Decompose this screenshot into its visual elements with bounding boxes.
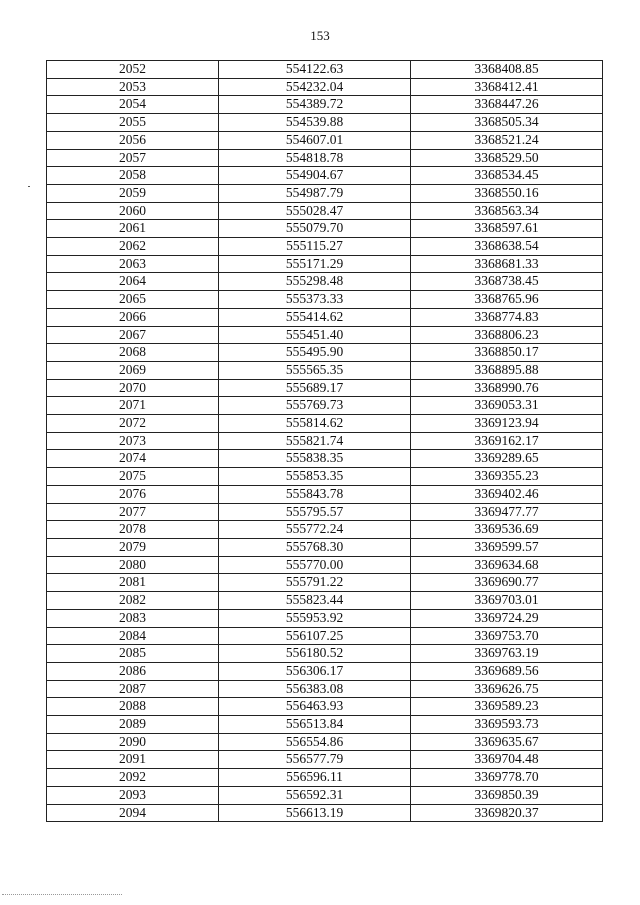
y-coordinate-cell: 3369690.77 <box>411 574 603 592</box>
table-row <box>47 804 603 822</box>
x-coordinate-cell: 555414.62 <box>219 308 411 326</box>
table-row <box>47 61 603 79</box>
y-coordinate-cell: 3369355.23 <box>411 468 603 486</box>
point-id-cell: 2089 <box>47 716 219 734</box>
table-row <box>47 786 603 804</box>
x-coordinate-cell: 555115.27 <box>219 238 411 256</box>
table-row <box>47 149 603 167</box>
point-id-cell: 2072 <box>47 415 219 433</box>
y-coordinate-cell: 3369536.69 <box>411 521 603 539</box>
x-coordinate-cell: 556463.93 <box>219 698 411 716</box>
point-id-cell: 2063 <box>47 255 219 273</box>
point-id-cell: 2062 <box>47 238 219 256</box>
y-coordinate-cell: 3369289.65 <box>411 450 603 468</box>
x-coordinate-cell: 554607.01 <box>219 131 411 149</box>
x-coordinate-cell: 555953.92 <box>219 609 411 627</box>
table-row <box>47 202 603 220</box>
point-id-cell: 2067 <box>47 326 219 344</box>
x-coordinate-cell: 556596.11 <box>219 769 411 787</box>
page-number: 153 <box>310 28 330 43</box>
table-row <box>47 361 603 379</box>
table-row <box>47 184 603 202</box>
table-row <box>47 167 603 185</box>
point-id-cell: 2094 <box>47 804 219 822</box>
scan-speck <box>28 186 30 187</box>
y-coordinate-cell: 3369763.19 <box>411 645 603 663</box>
point-id-cell: 2078 <box>47 521 219 539</box>
y-coordinate-cell: 3369635.67 <box>411 733 603 751</box>
x-coordinate-cell: 554904.67 <box>219 167 411 185</box>
y-coordinate-cell: 3368563.34 <box>411 202 603 220</box>
point-id-cell: 2070 <box>47 379 219 397</box>
point-id-cell: 2058 <box>47 167 219 185</box>
point-id-cell: 2092 <box>47 769 219 787</box>
point-id-cell: 2086 <box>47 662 219 680</box>
x-coordinate-cell: 556306.17 <box>219 662 411 680</box>
table-row <box>47 680 603 698</box>
x-coordinate-cell: 554122.63 <box>219 61 411 79</box>
x-coordinate-cell: 555772.24 <box>219 521 411 539</box>
table-row <box>47 627 603 645</box>
y-coordinate-cell: 3369053.31 <box>411 397 603 415</box>
table-row <box>47 308 603 326</box>
x-coordinate-cell: 554987.79 <box>219 184 411 202</box>
x-coordinate-cell: 555373.33 <box>219 291 411 309</box>
point-id-cell: 2054 <box>47 96 219 114</box>
x-coordinate-cell: 556577.79 <box>219 751 411 769</box>
y-coordinate-cell: 3369850.39 <box>411 786 603 804</box>
y-coordinate-cell: 3368447.26 <box>411 96 603 114</box>
point-id-cell: 2074 <box>47 450 219 468</box>
x-coordinate-cell: 555823.44 <box>219 592 411 610</box>
table-row <box>47 485 603 503</box>
x-coordinate-cell: 555495.90 <box>219 344 411 362</box>
table-row <box>47 114 603 132</box>
y-coordinate-cell: 3368529.50 <box>411 149 603 167</box>
table-row <box>47 415 603 433</box>
y-coordinate-cell: 3369162.17 <box>411 432 603 450</box>
y-coordinate-cell: 3369123.94 <box>411 415 603 433</box>
table-row <box>47 379 603 397</box>
y-coordinate-cell: 3368412.41 <box>411 78 603 96</box>
point-id-cell: 2088 <box>47 698 219 716</box>
point-id-cell: 2079 <box>47 538 219 556</box>
y-coordinate-cell: 3368550.16 <box>411 184 603 202</box>
table-row <box>47 450 603 468</box>
point-id-cell: 2084 <box>47 627 219 645</box>
x-coordinate-cell: 556554.86 <box>219 733 411 751</box>
y-coordinate-cell: 3369703.01 <box>411 592 603 610</box>
x-coordinate-cell: 555791.22 <box>219 574 411 592</box>
y-coordinate-cell: 3368806.23 <box>411 326 603 344</box>
y-coordinate-cell: 3369589.23 <box>411 698 603 716</box>
y-coordinate-cell: 3369402.46 <box>411 485 603 503</box>
point-id-cell: 2082 <box>47 592 219 610</box>
y-coordinate-cell: 3369753.70 <box>411 627 603 645</box>
table-row <box>47 769 603 787</box>
point-id-cell: 2056 <box>47 131 219 149</box>
x-coordinate-cell: 555768.30 <box>219 538 411 556</box>
x-coordinate-cell: 555689.17 <box>219 379 411 397</box>
table-row <box>47 131 603 149</box>
table-row <box>47 538 603 556</box>
x-coordinate-cell: 556180.52 <box>219 645 411 663</box>
x-coordinate-cell: 555838.35 <box>219 450 411 468</box>
point-id-cell: 2077 <box>47 503 219 521</box>
point-id-cell: 2087 <box>47 680 219 698</box>
table-row <box>47 574 603 592</box>
x-coordinate-cell: 555821.74 <box>219 432 411 450</box>
table-row <box>47 698 603 716</box>
coordinates-table-body <box>47 61 603 822</box>
x-coordinate-cell: 556613.19 <box>219 804 411 822</box>
table-row <box>47 556 603 574</box>
table-row <box>47 645 603 663</box>
x-coordinate-cell: 555298.48 <box>219 273 411 291</box>
point-id-cell: 2080 <box>47 556 219 574</box>
x-coordinate-cell: 556592.31 <box>219 786 411 804</box>
x-coordinate-cell: 556383.08 <box>219 680 411 698</box>
table-row <box>47 733 603 751</box>
point-id-cell: 2053 <box>47 78 219 96</box>
point-id-cell: 2091 <box>47 751 219 769</box>
point-id-cell: 2068 <box>47 344 219 362</box>
point-id-cell: 2061 <box>47 220 219 238</box>
table-row <box>47 291 603 309</box>
point-id-cell: 2090 <box>47 733 219 751</box>
point-id-cell: 2066 <box>47 308 219 326</box>
table-row <box>47 468 603 486</box>
y-coordinate-cell: 3369477.77 <box>411 503 603 521</box>
point-id-cell: 2081 <box>47 574 219 592</box>
table-row <box>47 432 603 450</box>
point-id-cell: 2073 <box>47 432 219 450</box>
x-coordinate-cell: 555770.00 <box>219 556 411 574</box>
point-id-cell: 2065 <box>47 291 219 309</box>
y-coordinate-cell: 3368534.45 <box>411 167 603 185</box>
x-coordinate-cell: 555565.35 <box>219 361 411 379</box>
x-coordinate-cell: 555853.35 <box>219 468 411 486</box>
point-id-cell: 2071 <box>47 397 219 415</box>
point-id-cell: 2093 <box>47 786 219 804</box>
y-coordinate-cell: 3368774.83 <box>411 308 603 326</box>
x-coordinate-cell: 555079.70 <box>219 220 411 238</box>
table-row <box>47 751 603 769</box>
y-coordinate-cell: 3368597.61 <box>411 220 603 238</box>
point-id-cell: 2069 <box>47 361 219 379</box>
x-coordinate-cell: 555795.57 <box>219 503 411 521</box>
scan-edge-mark <box>2 894 122 895</box>
x-coordinate-cell: 555171.29 <box>219 255 411 273</box>
y-coordinate-cell: 3369689.56 <box>411 662 603 680</box>
y-coordinate-cell: 3368850.17 <box>411 344 603 362</box>
table-row <box>47 503 603 521</box>
y-coordinate-cell: 3368638.54 <box>411 238 603 256</box>
y-coordinate-cell: 3369724.29 <box>411 609 603 627</box>
x-coordinate-cell: 555451.40 <box>219 326 411 344</box>
point-id-cell: 2085 <box>47 645 219 663</box>
x-coordinate-cell: 555814.62 <box>219 415 411 433</box>
x-coordinate-cell: 554232.04 <box>219 78 411 96</box>
x-coordinate-cell: 555843.78 <box>219 485 411 503</box>
table-row <box>47 609 603 627</box>
table-row <box>47 96 603 114</box>
table-row <box>47 220 603 238</box>
y-coordinate-cell: 3368738.45 <box>411 273 603 291</box>
y-coordinate-cell: 3368990.76 <box>411 379 603 397</box>
y-coordinate-cell: 3368505.34 <box>411 114 603 132</box>
x-coordinate-cell: 554818.78 <box>219 149 411 167</box>
table-row <box>47 521 603 539</box>
y-coordinate-cell: 3369820.37 <box>411 804 603 822</box>
point-id-cell: 2060 <box>47 202 219 220</box>
table-row <box>47 78 603 96</box>
point-id-cell: 2064 <box>47 273 219 291</box>
table-row <box>47 326 603 344</box>
y-coordinate-cell: 3368895.88 <box>411 361 603 379</box>
y-coordinate-cell: 3369634.68 <box>411 556 603 574</box>
y-coordinate-cell: 3369704.48 <box>411 751 603 769</box>
x-coordinate-cell: 555028.47 <box>219 202 411 220</box>
table-row <box>47 238 603 256</box>
table-row <box>47 397 603 415</box>
y-coordinate-cell: 3369626.75 <box>411 680 603 698</box>
y-coordinate-cell: 3368681.33 <box>411 255 603 273</box>
y-coordinate-cell: 3369593.73 <box>411 716 603 734</box>
point-id-cell: 2057 <box>47 149 219 167</box>
coordinates-table <box>46 60 603 822</box>
x-coordinate-cell: 554539.88 <box>219 114 411 132</box>
x-coordinate-cell: 556107.25 <box>219 627 411 645</box>
y-coordinate-cell: 3368765.96 <box>411 291 603 309</box>
point-id-cell: 2059 <box>47 184 219 202</box>
y-coordinate-cell: 3368408.85 <box>411 61 603 79</box>
point-id-cell: 2052 <box>47 61 219 79</box>
y-coordinate-cell: 3368521.24 <box>411 131 603 149</box>
point-id-cell: 2076 <box>47 485 219 503</box>
point-id-cell: 2055 <box>47 114 219 132</box>
table-row <box>47 592 603 610</box>
x-coordinate-cell: 555769.73 <box>219 397 411 415</box>
x-coordinate-cell: 556513.84 <box>219 716 411 734</box>
x-coordinate-cell: 554389.72 <box>219 96 411 114</box>
y-coordinate-cell: 3369778.70 <box>411 769 603 787</box>
table-row <box>47 273 603 291</box>
table-row <box>47 255 603 273</box>
y-coordinate-cell: 3369599.57 <box>411 538 603 556</box>
point-id-cell: 2075 <box>47 468 219 486</box>
point-id-cell: 2083 <box>47 609 219 627</box>
table-row <box>47 662 603 680</box>
table-row <box>47 344 603 362</box>
table-row <box>47 716 603 734</box>
